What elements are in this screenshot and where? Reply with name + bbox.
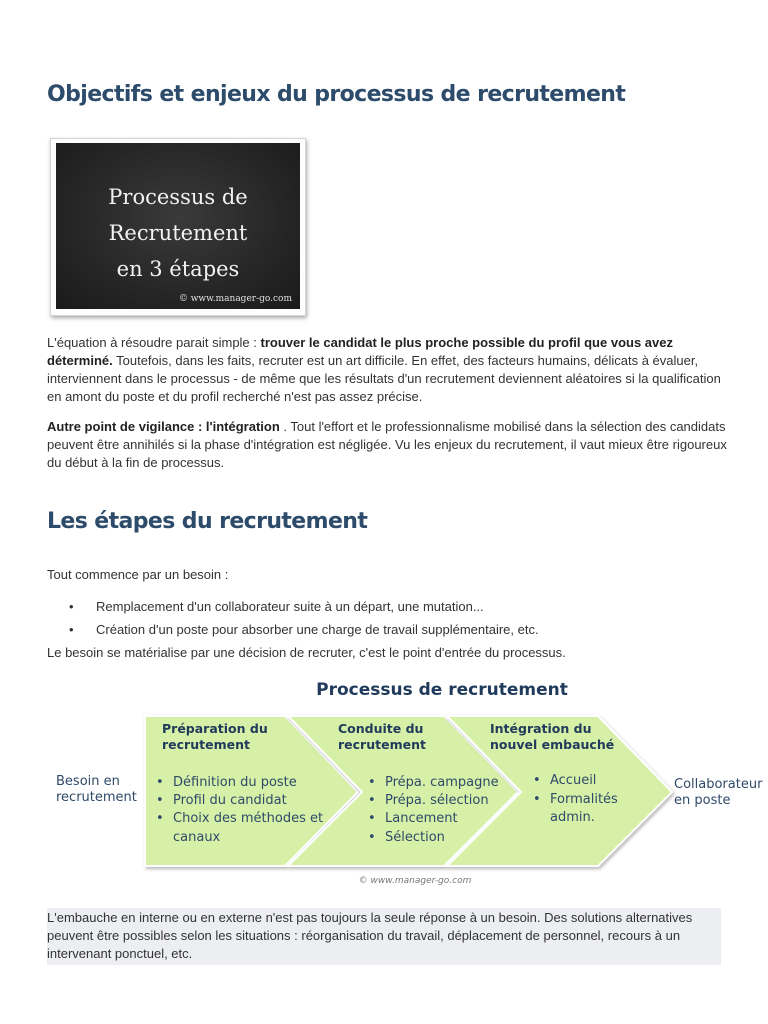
bullet-dot: • [69, 622, 74, 637]
section-title: Les étapes du recrutement [47, 509, 368, 534]
bullet-dot: • [368, 811, 376, 826]
chalkboard-text: Processus de Recrutement en 3 étapes [108, 185, 248, 281]
step1-item: Profil du candidat [173, 793, 287, 808]
paragraph-decision: Le besoin se matérialise par une décision de recruter, c'est le point d'entrée du processus. [47, 645, 566, 660]
step1-item: Choix des méthodes et [173, 811, 324, 826]
bullet-dot: • [368, 830, 376, 845]
diagram-title: Processus de recrutement [316, 680, 568, 700]
process-diagram [0, 670, 768, 890]
step3-title-line2: nouvel embauché [490, 737, 615, 752]
chalkboard-background [56, 143, 300, 309]
step2-item: Sélection [385, 830, 445, 845]
input-label-line2: recrutement [56, 790, 137, 805]
step3-item: Accueil [550, 773, 597, 788]
paragraph-vigilance [47, 418, 727, 472]
para2-bold: Autre point de vigilance : l'intégration [47, 419, 280, 434]
svg-text:Collaborateur en poste [674, 777, 767, 808]
para1-intro: L'équation à résoudre parait simple : [47, 335, 261, 350]
paragraph-intro: Tout commence par un besoin : [47, 567, 229, 582]
output-label-line1: Collaborateur [674, 777, 763, 792]
diagram-copyright: © www.manager-go.com [358, 876, 472, 886]
bullet-dot: • [156, 793, 164, 808]
list-item-text: Création d'un poste pour absorber une charge de travail supplémentaire, etc. [96, 622, 539, 637]
step1-title-line1: Préparation du [162, 721, 268, 736]
para2-rest: . Tout l'effort et le professionnalisme mobilisé dans la sélection des candidats peuvent être annihilés si la phase d'intégration est négligée. Vu les enjeux du recrutement, il vaut mieux être rigoureux du début à la fin de processus. [47, 419, 727, 470]
bullet-dot: • [533, 773, 541, 788]
step3-title-line1: Intégration du [490, 721, 592, 736]
para1-bold: trouver le candidat le plus proche possible du profil que vous avez déterminé. [47, 335, 673, 368]
step2-item: Lancement [385, 811, 458, 826]
step1-title-line2: recrutement [162, 737, 250, 752]
para1-rest: Toutefois, dans les faits, recruter est un art difficile. En effet, des facteurs humains, délicats à évaluer, interviennent dans le processus - de même que les résultats d'un recrutement deviennent aléatoires si la qualification en amont du poste et du profil recherché n'est pas assez précise. [47, 353, 721, 404]
step2-title-line1: Conduite du [338, 721, 424, 736]
svg-text:Conduite du recrutement [338, 721, 428, 752]
list-item [47, 621, 539, 639]
step1-item: canaux [173, 830, 221, 845]
step1-item: Définition du poste [173, 775, 297, 790]
bullet-dot: • [368, 775, 376, 790]
list-item-text: Remplacement d'un collaborateur suite à un départ, une mutation... [96, 599, 484, 614]
input-label-line1: Besoin en [56, 774, 120, 789]
need-list [47, 598, 539, 644]
svg-text:Intégration du nouvel emba [490, 721, 614, 752]
svg-text:Besoin en recrutement [56, 774, 137, 805]
bullet-dot: • [156, 811, 164, 826]
chalkboard-image [50, 138, 306, 316]
bullet-dot: • [533, 792, 541, 807]
bullet-dot: • [69, 599, 74, 614]
step2-item: Prépa. campagne [385, 775, 499, 790]
list-item [47, 598, 539, 616]
page-title: Objectifs et enjeux du processus de recrutement [47, 82, 626, 107]
image-copyright: © www.manager-go.com [178, 294, 292, 304]
paragraph-equation [47, 334, 727, 406]
bullet-dot: • [368, 793, 376, 808]
step2-title-line2: recrutement [338, 737, 426, 752]
step3-item: Formalités [550, 792, 618, 807]
bullet-dot: • [156, 775, 164, 790]
paragraph-alternatives: L'embauche en interne ou en externe n'est pas toujours la seule réponse à un besoin. Des solutions alternatives peuvent être possibles selon les situations : réorganisation du travail, déplacement de personnel, recours à un intervenant ponctuel, etc. [47, 908, 721, 965]
step2-item: Prépa. sélection [385, 793, 489, 808]
output-label-line2: en poste [674, 793, 731, 808]
step3-item: admin. [550, 810, 595, 825]
